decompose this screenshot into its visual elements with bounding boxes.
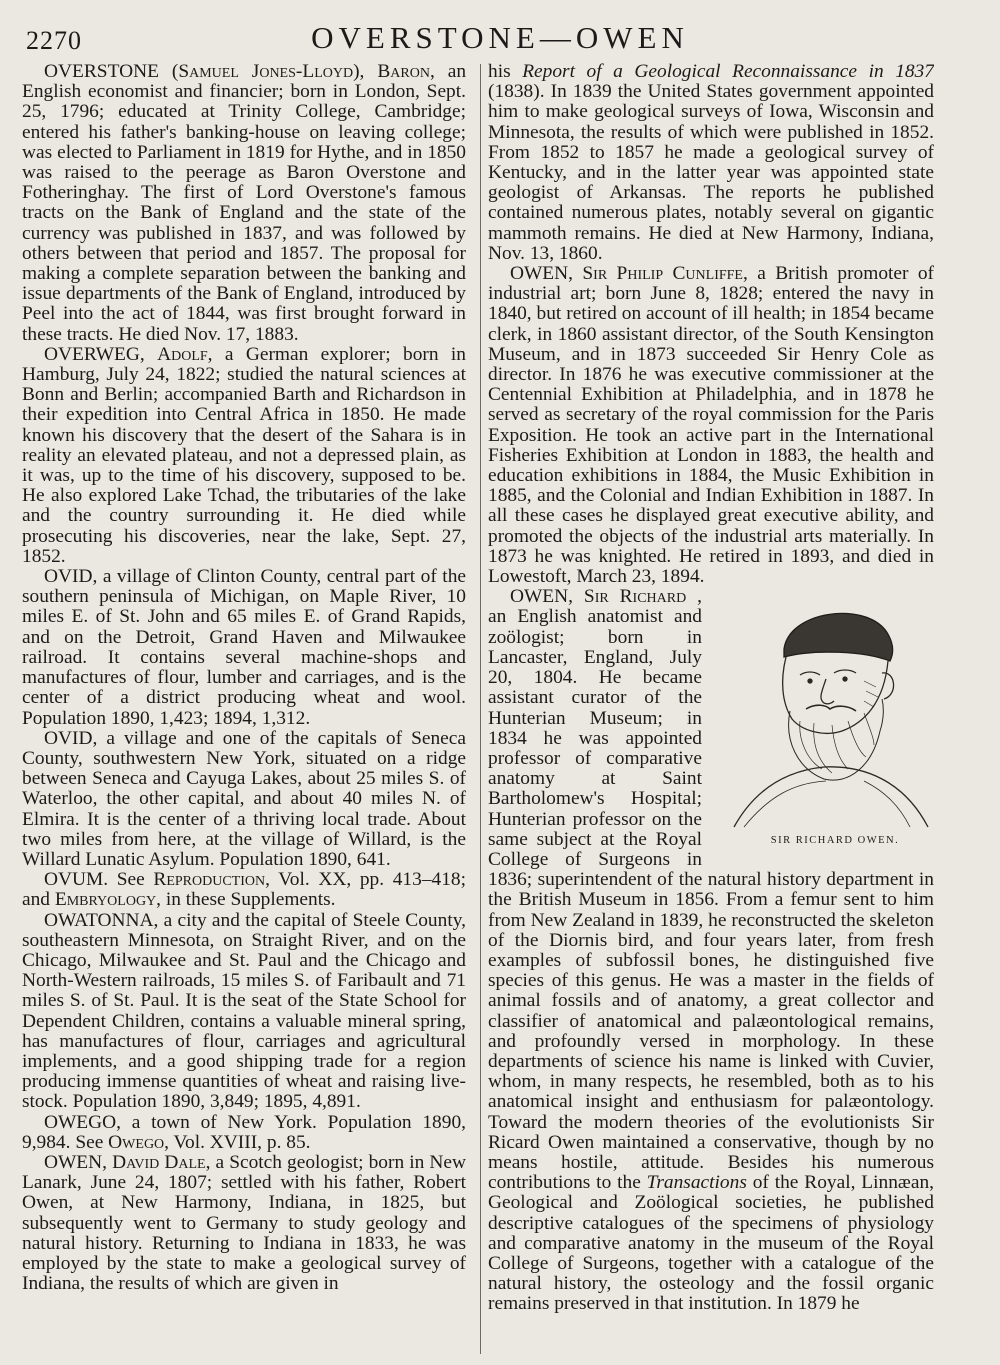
portrait-caption: SIR RICHARD OWEN. xyxy=(770,835,900,847)
entry-given-name: Sir Richard xyxy=(583,586,687,608)
entry-body: , a village of Clinton County, central part of the southern peninsula of Michigan, on Maple River, 10 miles E. of St. John and 65 miles E. of Grand Rapids, and on the Detroit, Grand Haven and Milwaukee railroad. It contains several machine-shops and manufactures of flour, lumber and carriages, and is the center of a district producing wheat and wool. Population 1890, 1,423; 1894, 1,312. xyxy=(22,566,466,729)
entry-owatonna xyxy=(22,911,466,1113)
entry-ovum: OVUM. See Reproduction, Vol. XX, pp. 413–418; and Embryology, in these Supplements. xyxy=(22,869,466,911)
entry-owen-david-dale: OWEN, David Dale, a Scotch geologist; born in New Lanark, June 24, 1807; settled with his father, Robert Owen, at New Harmony, Indiana, in 1825, but subsequently went to Germany to study geology and natural history. Returning to Indiana in 1833, he was employed by the state to make a geological survey of Indiana, the results of which are given in xyxy=(22,1151,466,1295)
entry-body: , an English economist and financier; born in London, Sept. 25, 1796; educated at Trinity College, Cambridge; entered his father's banking-house on leaving college; was elected to Parliament in 1819 for Hythe, and in 1850 was raised to the peerage as Baron Overstone and Fotheringhay. The first of Lord Overstone's famous tracts on the Bank of England and the state of the currency was published in 1837, and was followed by others between that period and 1857. The proposal for making a complete separation between the banking and issue departments of the Bank of England, introduced by Peel into the act of 1844, was first brought forward in these tracts. He died Nov. 17, 1883. xyxy=(22,62,466,345)
entry-given-name: Adolf xyxy=(157,343,208,365)
publication-title: Transactions xyxy=(646,1172,747,1194)
entry-overweg: OVERWEG, Adolf, a German explorer; born in Hamburg, July 24, 1822; studied the natural sciences at Bonn and Berlin; accompanied Barth and Richardson in their expedition into Central Africa in 1850. He made known his discovery that the desert of the Sahara is in reality an elevated plateau, and not a depressed plain, as it was, up to the time of his discovery, supposed to be. He also explored Lake Tchad, the tributaries of the lake and the country surrounding it. He died while prosecuting his discoveries, near the lake, Sept. 27, 1852. xyxy=(22,343,466,567)
entry-headword: OVUM xyxy=(44,869,104,891)
entry-body: , a British promoter of industrial art; born June 8, 1828; entered the navy in 1840, but retired on account of ill health; in 1854 became clerk, in 1860 assistant director, of the South Kensington Museum, and in 1873 succeeded Sir Henry Cole as director. In 1876 he was executive commissioner at the Centennial Exhibition at Philadelphia, and in 1878 he served as secretary of the royal commission for the Paris Exposition. He took an active part in the International Fisheries Exhibition at London in 1883, the health and education exhibitions in 1884, the Music Exhibition in 1885, and the Colonial and Indian Exhibition in 1887. In all these cases he displayed great executive ability, and promoted the objects of the industrial arts materially. In 1873 he was knighted. He retired in 1893, and died in Lowestoft, March 23, 1894. xyxy=(488,263,934,588)
entry-ovid-new-york xyxy=(22,729,466,870)
running-head: OVERSTONE—OWEN xyxy=(311,20,689,55)
entry-given-name: Sir Philip Cunliffe xyxy=(582,263,743,285)
entry-body: , a village and one of the capitals of Seneca County, southwestern New York, situated on a ridge between Seneca and Cayuga Lakes, about 25 miles S. of Waterloo, the other capital, and about 40 miles N. of Elmira. It is the center of a thriving local trade. About two miles from here, at the village of Willard, is the Willard Lunatic Asylum. Population 1890, 641. xyxy=(22,727,466,870)
entry-headword: OWEN xyxy=(44,1151,103,1173)
entry-body: , a Scotch geologist; born in New Lanark, June 24, 1807; settled with his father, Robert Owen, at New Harmony, Indiana, in 1825, but subsequently went to Germany to study geology and natural history. Returning to Indiana in 1833, he was employed by the state to make a geological survey of Indiana, the results of which are given in xyxy=(22,1151,466,1295)
entry-owego: OWEGO, a town of New York. Population 1890, 9,984. See Owego, Vol. XVIII, p. 85. xyxy=(22,1111,466,1153)
entry-rank: Baron xyxy=(377,62,430,82)
page-number: 2270 xyxy=(26,26,82,55)
entry-owen-richard: OWEN, Sir Richard SIR RICHARD OWEN. , an English anatomist and zoölogist; born in Lancaster, England, July 20, 1804. He became assistant curator of the Hunterian Museum; in 1834 he was appointed professor of comparative anatomy at Saint Bartholomew's Hospital; Hunterian professor on the same subject at the Royal College of Surgeons in 1836; superintendent of the natural history department in the British Museum in 1856. From a femur sent to him from New Zealand in 1839, he reconstructed the skeleton of the Diornis bird, and four years later, from fresh examples of subfossil bones, he distinguished five species of this genus. He was a master in the fields of animal fossils and of anatomy, a great collector and classifier of anatomical and palæontological remains, and profoundly versed in morphology. In these departments of science his name is linked with Cuvier, whom, in many respects, he resembled, both as to his anatomical insight and enthusiasm for palæontology. Toward the modern theories of the evolutionists Sir Ricard Owen maintained a conservative, though by no means hostile, attitude. Besides his numerous contributions to the Transactions of the Royal, Linnæan, Geological and Zoölogical societies, he published descriptive catalogues of the specimens of physiology and comparative anatomy in the museum of the Royal College of Surgeons, together with a catalogue of the natural history, the osteology and the fossil organic remains preserved in that institution. In 1879 he xyxy=(488,586,934,1315)
entry-body: of the Royal, Linnæan, Geological and Zoölogical societies, he published descriptive catalogues of the specimens of physiology and comparative anatomy in the museum of the Royal College of Surgeons, together with a catalogue of the natural history, the osteology and the fossil organic remains preserved in that institution. In 1879 he xyxy=(488,1172,934,1315)
entry-headword: OVERSTONE xyxy=(44,62,159,82)
left-column xyxy=(22,62,466,1352)
entry-headword: OVID xyxy=(44,727,93,749)
entry-body: (1838). In 1839 the United States government appointed him to make geological surveys of Iowa, Wisconsin and Minnesota, the results of which were published in 1852. From 1852 to 1857 he made a geological survey of Kentucky, and in the latter year was appointed state geologist of Arkansas. The reports he published contained numerous plates, notably several on gigantic mammoth remains. He died at New Harmony, Indiana, Nov. 13, 1860. xyxy=(488,81,934,264)
entry-body: , a city and the capital of Steele County, southeastern Minnesota, on Straight River, and on the Chicago, Milwaukee and St. Paul and the Chicago and North-Western railroads, 15 miles S. of Faribault and 71 miles S. of St. Paul. It is the seat of the State School for Dependent Children, contains a valuable mineral spring, has manufactures of flour, carriages and agricultural implements, and a good shipping trade for a region producing immense quantities of wheat and raising live-stock. Population 1890, 3,849; 1895, 4,891. xyxy=(22,909,466,1113)
portrait-engraving-icon xyxy=(714,591,934,829)
portrait-figure xyxy=(714,591,934,851)
entry-owen-david-dale-continued: his Report of a Geological Reconnaissance in 1837 (1838). In 1839 the United States government appointed him to make geological surveys of Iowa, Wisconsin and Minnesota, the results of which were published in 1852. From 1852 to 1857 he made a geological survey of Kentucky, and in the latter year was appointed state geologist of Arkansas. The reports he published contained numerous plates, notably several on gigantic mammoth remains. He died at New Harmony, Indiana, Nov. 13, 1860. xyxy=(488,62,934,264)
entry-headword: OWEGO xyxy=(44,1111,117,1133)
page-header xyxy=(26,18,974,58)
cross-reference: Reproduction xyxy=(153,869,266,891)
book-title: Report of a Geological Reconnaissance in 1837 xyxy=(522,62,934,82)
cross-reference: Embryology xyxy=(54,889,157,911)
entry-headword: OWEN xyxy=(510,263,569,285)
entry-headword: OWEN xyxy=(510,586,569,608)
entry-given-name: David Dale xyxy=(112,1151,206,1173)
right-column xyxy=(488,62,934,1352)
entry-overstone: OVERSTONE (Samuel Jones-Lloyd), Baron, an English economist and financier; born in London, Sept. 25, 1796; educated at Trinity College, Cambridge; entered his father's banking-house on leaving college; was elected to Parliament in 1819 for Hythe, and in 1850 was raised to the peerage as Baron Overstone and Fotheringhay. The first of Lord Overstone's famous tracts on the Bank of England and the state of the currency was published in 1837, and was followed by others between that period and 1857. The proposal for making a complete separation between the banking and issue departments of the Bank of England, introduced by Peel into the act of 1844, was first brought forward in these tracts. He died Nov. 17, 1883. xyxy=(22,62,466,345)
entry-body: , an English anatomist and zoölogist; born in Lancaster, England, July 20, 1804. He became assistant curator of the Hunterian Museum; in 1834 he was appointed professor of comparative anatomy at Saint Bartholomew's Hospital; Hunterian professor on the same subject at the Royal College of Surgeons in 1836; superintendent of the natural history department in the British Museum in 1856. From a femur sent to him from New Zealand in 1839, he reconstructed the skeleton of the Diornis bird, and four years later, from fresh examples of subfossil bones, he distinguished five species of this genus. He was a master in the fields of animal fossils and of anatomy, a great collector and classifier of anatomical and palæontological remains, and profoundly versed in morphology. In these departments of science his name is linked with Cuvier, whom, in many respects, he resembled, both as to his anatomical insight and enthusiasm for palæontology. Toward the modern theories of the evolutionists Sir Ricard Owen maintained a conservative, though by no means hostile, attitude. Besides his numerous contributions to the xyxy=(488,586,934,1194)
entry-ovid-michigan xyxy=(22,567,466,729)
entry-body: , a German explorer; born in Hamburg, July 24, 1822; studied the natural sciences at Bonn and Berlin; accompanied Barth and Richardson in their expedition into Central Africa in 1850. He made known his discovery that the desert of the Sahara is in reality an elevated plateau, and not a depressed plain, as it was, up to the time of his discovery, supposed to be. He also explored Lake Tchad, the tributaries of the lake and the country surrounding it. He died while prosecuting his discoveries, near the lake, Sept. 27, 1852. xyxy=(22,343,466,567)
entry-headword: OVID xyxy=(44,566,93,588)
entry-owen-philip-cunliffe: OWEN, Sir Philip Cunliffe, a British promoter of industrial art; born June 8, 1828; entered the navy in 1840, but retired on account of ill health; in 1854 became clerk, in 1860 assistant director, of the South Kensington Museum, and in 1873 succeeded Sir Henry Cole as director. In 1876 he was executive commissioner at the Centennial Exhibition at Philadelphia, and in 1878 he served as secretary of the royal commission for the Paris Exposition. He took an active part in the International Fisheries Exhibition at London in 1883, the health and education exhibitions in 1884, the Music Exhibition in 1885, and the Colonial and Indian Exhibition in 1887. In all these cases he displayed great executive ability, and promoted the objects of the industrial arts materially. In 1873 he was knighted. He retired in 1893, and died in Lowestoft, March 23, 1894. xyxy=(488,263,934,588)
column-divider xyxy=(480,64,481,1354)
entry-headword: OWATONNA xyxy=(44,909,154,931)
entry-given-name: Samuel Jones-Lloyd xyxy=(178,62,354,82)
cross-reference: Owego xyxy=(108,1131,165,1153)
entry-headword: OVERWEG xyxy=(44,343,140,365)
